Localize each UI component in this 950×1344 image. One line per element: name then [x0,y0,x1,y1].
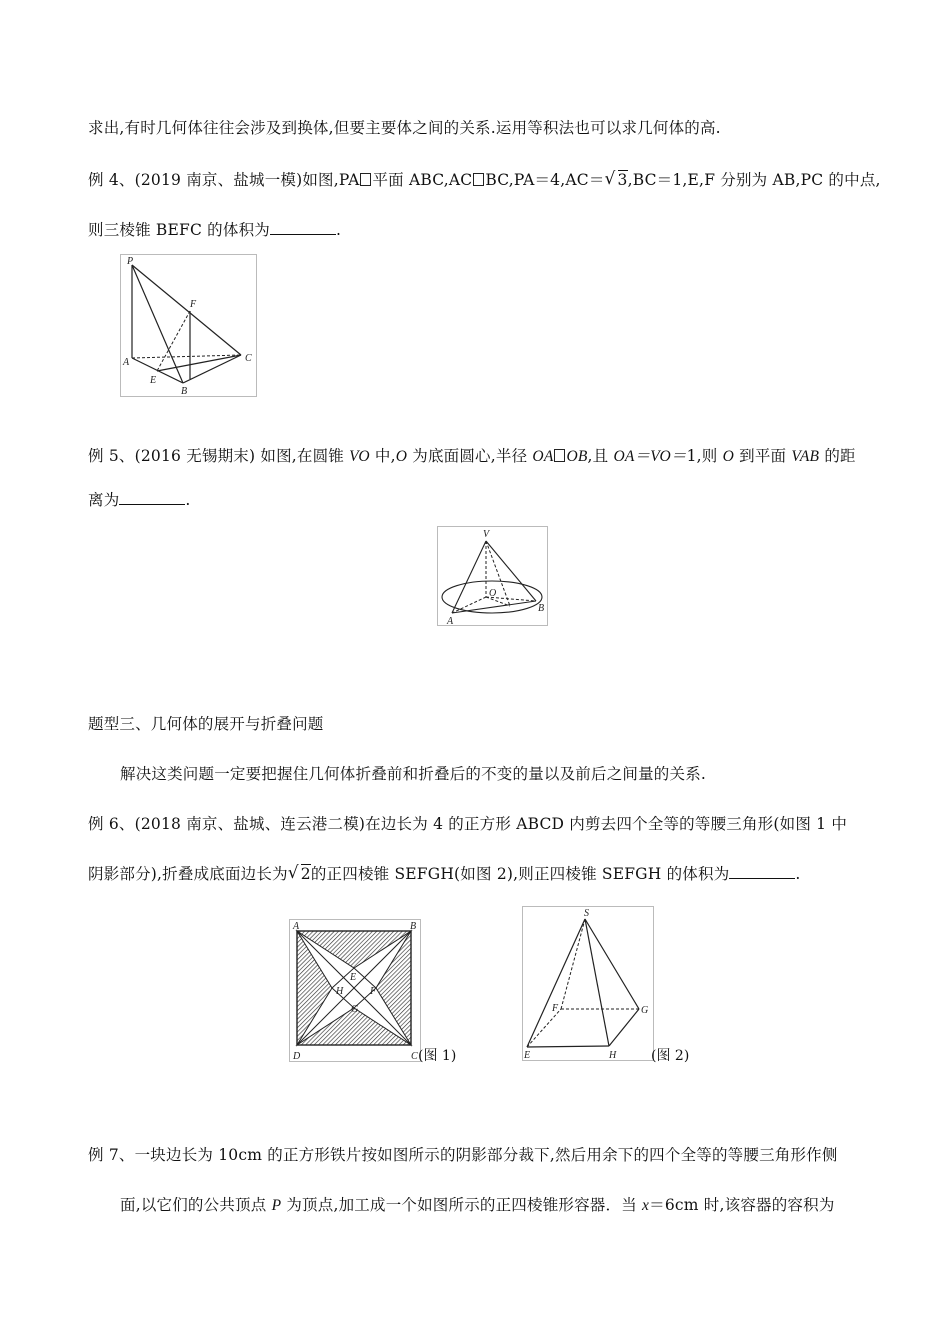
example-4-question [88,168,881,190]
ex6-square-diagram [290,920,420,1061]
example-7-question-line2: 面,以它们的公共顶点 P 为顶点,加工成一个如图所示的正四棱锥形容器．当 x＝6cm 时,该容器的容积为 [120,1196,835,1214]
ex4-part-a: 例 4、(2019 南京、盐城一模)如图,PA [88,171,360,189]
svg-text:C: C [245,353,252,364]
svg-text:H: H [336,986,344,997]
svg-text:S: S [584,908,589,919]
example-6-question-line2: 阴影部分),折叠成底面边长为 √ 2的正四棱锥 SEFGH(如图 2),则正四棱锥 SEFGH 的体积为 . [88,863,801,883]
figure-1-caption: (图 1) [418,1048,457,1064]
answer-blank [270,221,336,235]
sqrt-3: √ 3 [604,169,628,189]
ex4-part-c: BC,PA＝4,AC＝ [485,171,605,189]
example-5-question-line2: 离为 . [88,491,191,509]
example-7-question: 例 7、一块边长为 10cm 的正方形铁片按如图所示的阴影部分裁下,然后用余下的四个全等的等腰三角形作侧 [88,1146,838,1164]
section-description: 解决这类问题一定要把握住几何体折叠前和折叠后的不变的量以及前后之间量的关系. [120,765,707,783]
ex6-figure-1 [289,919,421,1062]
svg-text:A: A [447,616,454,625]
svg-text:O: O [489,588,497,599]
section-heading-type3: 题型三、几何体的展开与折叠问题 [88,715,324,733]
svg-text:A: A [123,357,130,368]
ex4-pyramid-figure [120,254,257,397]
svg-text:D: D [293,1051,301,1061]
ex4-part-b: 平面 ABC,AC [372,171,473,189]
svg-text:A: A [293,921,300,932]
answer-blank [729,865,795,879]
svg-text:F: F [190,299,197,310]
svg-text:G: G [351,1004,359,1015]
example-5-question: 例 5、(2016 无锡期末) 如图,在圆锥 VO 中,O 为底面圆心,半径 OA OB,且 OA＝VO＝1,则 O 到平面 VAB 的距 [88,447,856,465]
svg-text:P: P [127,256,134,267]
svg-text:V: V [483,529,490,540]
intro-text: 求出,有时几何体往往会涉及到换体,但要主要体之间的关系.运用等积法也可以求几何体的高. [88,119,721,137]
perpendicular-symbol-box [473,173,484,186]
ex5-cone-figure [437,526,548,626]
svg-text:B: B [181,386,188,396]
svg-text:E: E [524,1050,531,1060]
svg-text:H: H [609,1050,617,1060]
svg-text:E: E [150,375,157,386]
svg-text:B: B [410,921,417,932]
ex5-cone-diagram [438,527,547,625]
svg-text:E: E [350,972,357,983]
ex6-pyramid-diagram [523,907,653,1060]
ex4-part-e: ,BC＝1,E,F 分别为 AB,PC 的中点, [627,171,881,189]
svg-text:F: F [370,986,377,997]
ex4-pyramid-diagram [121,255,256,396]
svg-text:B: B [538,603,545,614]
svg-text:F: F [552,1003,559,1014]
ex6-figure-2 [522,906,654,1061]
svg-text:C: C [411,1051,418,1061]
example-6-question: 例 6、(2018 南京、盐城、连云港二模)在边长为 4 的正方形 ABCD 内剪去四个全等的等腰三角形(如图 1 中 [88,815,848,833]
answer-blank [119,491,185,505]
figure-2-caption: (图 2) [651,1048,690,1064]
example-4-question-line2: 则三棱锥 BEFC 的体积为 . [88,221,342,239]
svg-text:G: G [641,1005,649,1016]
sqrt-2: √ 2 [287,863,311,883]
perpendicular-symbol-box [360,173,371,186]
perpendicular-symbol-box [554,449,565,462]
